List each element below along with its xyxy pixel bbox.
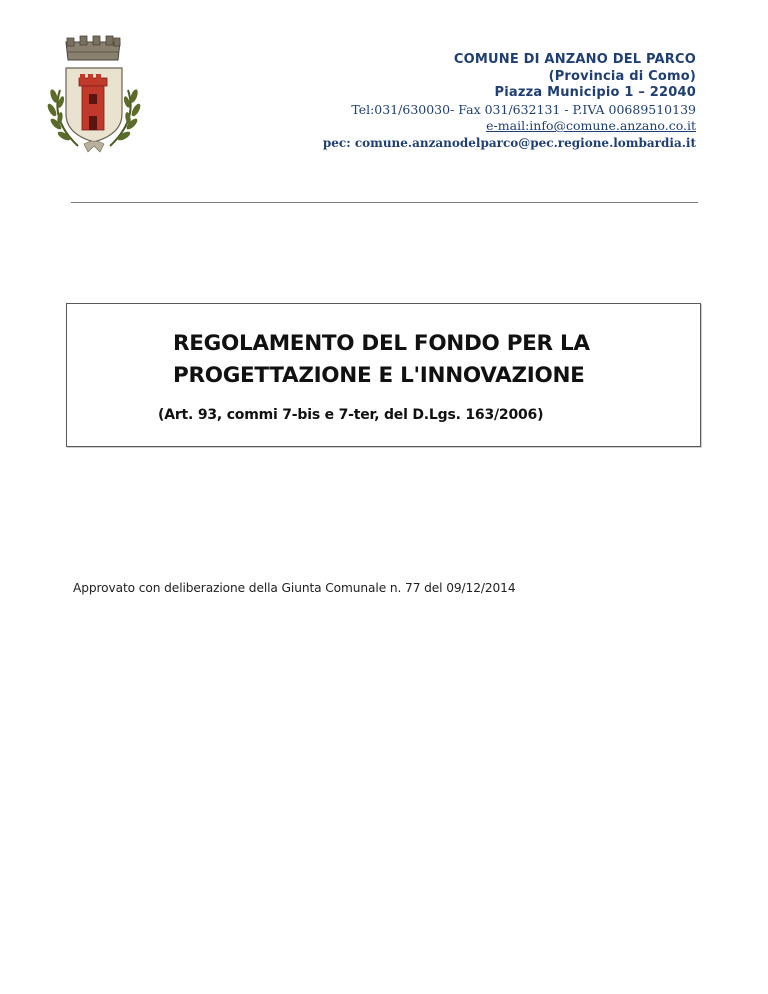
title-box (66, 303, 701, 447)
legal-reference: (Art. 93, commi 7-bis e 7-ter, del D.Lgs. 163/2006) (158, 407, 544, 423)
header-divider (71, 202, 698, 203)
municipality-header (323, 52, 696, 151)
approval-note: Approvato con deliberazione della Giunta Comunale n. 77 del 09/12/2014 (73, 581, 516, 595)
email-link[interactable]: e-mail:info@comune.anzano.co.it (486, 118, 696, 133)
province-line: (Provincia di Como) (548, 68, 696, 84)
document-title (173, 328, 590, 392)
shield-icon (66, 68, 122, 142)
municipal-crest-emblem (30, 30, 156, 156)
contacts-line: Tel:031/630030- Fax 031/632131 - P.IVA 00689510139 (351, 101, 696, 117)
crown-icon (66, 36, 120, 60)
ribbon-icon (84, 141, 104, 152)
document-title-line-2: PROGETTAZIONE E L'INNOVAZIONE (173, 363, 585, 388)
pec-line: pec: comune.anzanodelparco@pec.regione.lombardia.it (322, 135, 696, 150)
document-title-line-1: REGOLAMENTO DEL FONDO PER LA (173, 331, 590, 356)
municipality-name: COMUNE DI ANZANO DEL PARCO (453, 52, 696, 67)
address-line: Piazza Municipio 1 – 22040 (494, 85, 696, 100)
